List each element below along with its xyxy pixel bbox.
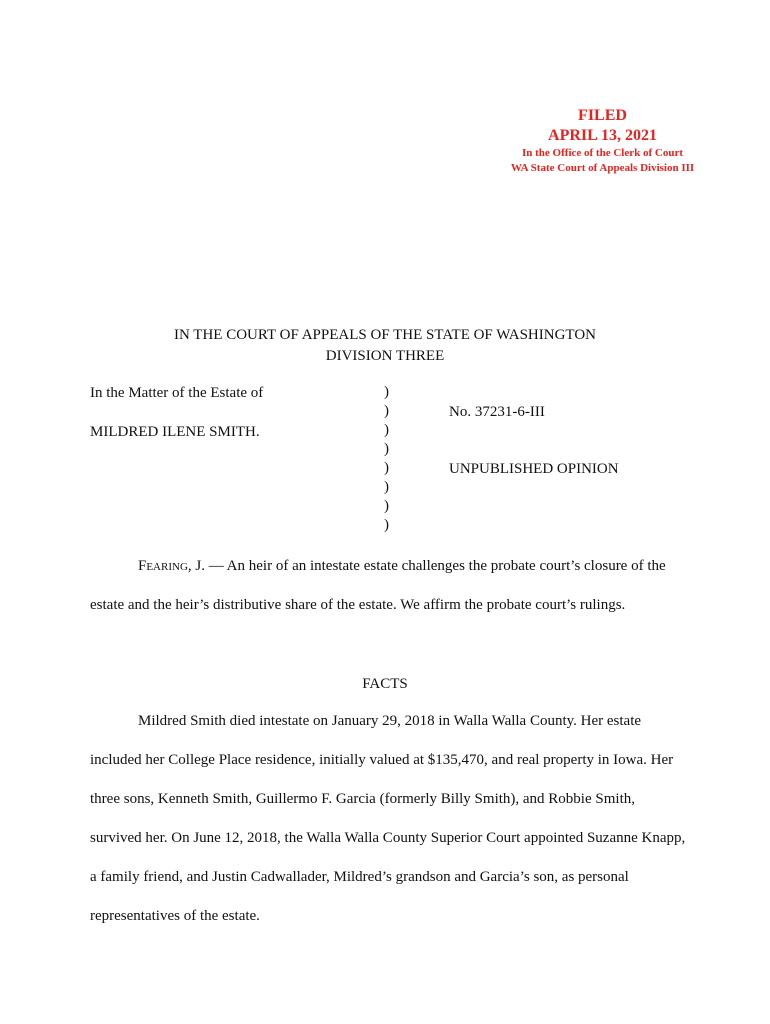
paren: ) bbox=[384, 460, 389, 476]
paren: ) bbox=[384, 422, 389, 438]
facts-heading: FACTS bbox=[362, 676, 408, 692]
opinion-intro-text: , J. — An heir of an intestate estate challenges the probate court’s closure of the estate and the heir’s distributive share of the estate. We affirm the probate court’s rulings. bbox=[90, 558, 666, 613]
court-name: IN THE COURT OF APPEALS OF THE STATE OF WASHINGTON bbox=[174, 327, 596, 343]
paren: ) bbox=[384, 498, 389, 514]
court-division: WA State Court of Appeals Division III bbox=[510, 162, 695, 174]
paren: ) bbox=[384, 479, 389, 495]
court-heading bbox=[80, 325, 690, 367]
filed-stamp bbox=[480, 106, 725, 176]
facts-paragraph: Mildred Smith died intestate on January 29, 2018 in Walla Walla County. Her estate included her College Place residence, initially valued at $135,470, and real property in Iowa. Her three sons, Kenneth Smith, Guillermo F. Garcia (formerly Billy Smith), and Robbie Smith, survived her. On June 12, 2018, the Walla Walla County Superior Court appointed Suzanne Knapp, a family friend, and Justin Cadwallader, Mildred’s grandson and Garcia’s son, as personal representatives of the estate. bbox=[90, 713, 686, 924]
opinion-type: UNPUBLISHED OPINION bbox=[449, 461, 619, 477]
court-division-heading: DIVISION THREE bbox=[325, 348, 445, 364]
clerk-office: In the Office of the Clerk of Court bbox=[522, 147, 683, 159]
filed-date: APRIL 13, 2021 bbox=[548, 127, 657, 144]
caption-parentheses bbox=[384, 383, 389, 535]
paren: ) bbox=[384, 517, 389, 533]
paren: ) bbox=[384, 403, 389, 419]
matter-label: In the Matter of the Estate of bbox=[90, 385, 264, 401]
party-name: MILDRED ILENE SMITH. bbox=[90, 424, 260, 440]
author-name: Fearing bbox=[138, 558, 188, 574]
case-number: No. 37231-6-III bbox=[449, 404, 545, 420]
paren: ) bbox=[384, 441, 389, 457]
paren: ) bbox=[384, 384, 389, 400]
opinion-intro bbox=[90, 547, 690, 625]
filed-label: FILED bbox=[578, 107, 627, 124]
